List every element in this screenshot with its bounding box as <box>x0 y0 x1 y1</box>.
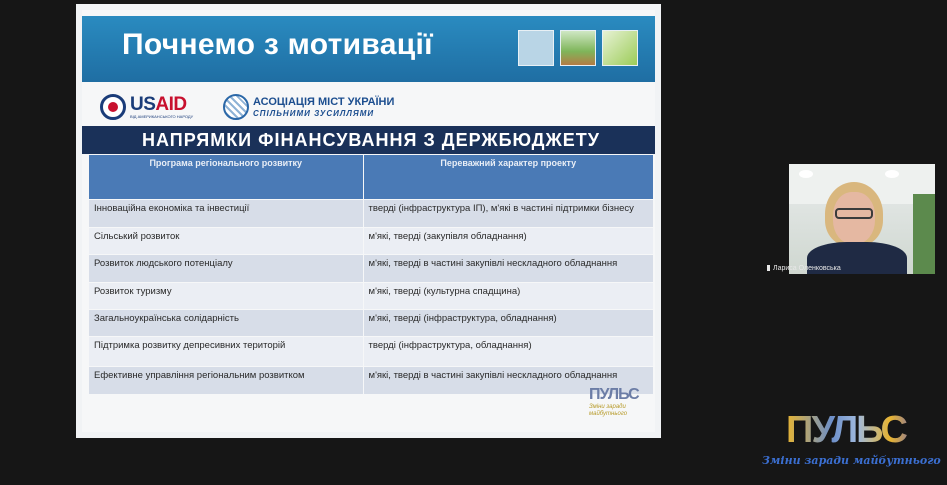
decor-thumb-sprout-icon <box>560 30 596 66</box>
table-row <box>89 283 654 310</box>
table-cell-character: м'які, тверді (закупівля обладнання) <box>363 228 653 255</box>
participant-video-tile[interactable] <box>789 164 935 274</box>
ceiling-light-icon <box>799 170 813 178</box>
table-cell-program: Ефективне управління регіональним розвитком <box>89 367 364 395</box>
table-cell-character: тверді (інфраструктура ІП), м'які в частині підтримки бізнесу <box>363 200 653 228</box>
table-row <box>89 255 654 283</box>
table-cell-character: м'які, тверді в частині закупівлі нескладного обладнання <box>363 255 653 283</box>
broadcast-logo-word: ПУЛЬС <box>786 408 916 452</box>
table-row <box>89 228 654 255</box>
table-row <box>89 337 654 367</box>
usaid-tagline: ВІД АМЕРИКАНСЬКОГО НАРОДУ <box>130 114 194 119</box>
participant-name-label: Лариса Оленковська <box>767 265 841 272</box>
table-row <box>89 367 654 395</box>
table-cell-program: Розвиток людського потенціалу <box>89 255 364 283</box>
shared-slide <box>76 4 661 438</box>
amu-emblem-icon <box>223 94 249 120</box>
amu-title: АСОЦІАЦІЯ МІСТ УКРАЇНИ <box>253 96 395 108</box>
broadcast-logo <box>786 408 916 452</box>
table-row <box>89 310 654 337</box>
table-cell-character: м'які, тверді в частині закупівлі нескладного обладнання <box>363 367 653 395</box>
funding-table <box>88 154 654 395</box>
partner-logos <box>100 92 400 122</box>
usaid-logo-text: USAID <box>130 94 187 115</box>
table-cell-program: Сільський розвиток <box>89 228 364 255</box>
broadcast-logo-tagline: Зміни заради майбутнього <box>762 454 941 467</box>
table-cell-character: тверді (інфраструктура, обладнання) <box>363 337 653 367</box>
table-header-row <box>89 155 654 200</box>
table-cell-program: Підтримка розвитку депресивних територій <box>89 337 364 367</box>
section-title: НАПРЯМКИ ФІНАНСУВАННЯ З ДЕРЖБЮДЖЕТУ <box>142 130 600 150</box>
table-cell-program: Інноваційна економіка та інвестиції <box>89 200 364 228</box>
glasses-icon <box>835 208 873 219</box>
signal-icon <box>767 265 770 271</box>
ceiling-light-icon <box>885 170 899 178</box>
plant-icon <box>913 194 935 274</box>
table-cell-program: Загальноукраїнська солідарність <box>89 310 364 337</box>
amu-tagline: СПІЛЬНИМИ ЗУСИЛЛЯМИ <box>253 109 375 118</box>
slide-corner-logo <box>589 386 647 430</box>
table-header-program: Програма регіонального розвитку <box>89 155 364 200</box>
table-cell-program: Розвиток туризму <box>89 283 364 310</box>
slide-corner-logo-word: ПУЛЬС <box>589 386 639 403</box>
decor-thumb-leaf-icon <box>602 30 638 66</box>
section-header <box>82 126 655 154</box>
slide-title-bar <box>82 16 655 82</box>
table-cell-character: м'які, тверді (культурна спадщина) <box>363 283 653 310</box>
table-cell-character: м'які, тверді (інфраструктура, обладнання) <box>363 310 653 337</box>
usaid-seal-icon <box>100 94 126 120</box>
slide-title: Почнемо з мотивації <box>122 28 433 61</box>
decor-thumb-blue-icon <box>518 30 554 66</box>
table-header-character: Переважний характер проекту <box>363 155 653 200</box>
table-row <box>89 200 654 228</box>
slide-corner-logo-sub: Зміни заради майбутнього <box>589 404 628 417</box>
slide-canvas <box>82 10 655 432</box>
